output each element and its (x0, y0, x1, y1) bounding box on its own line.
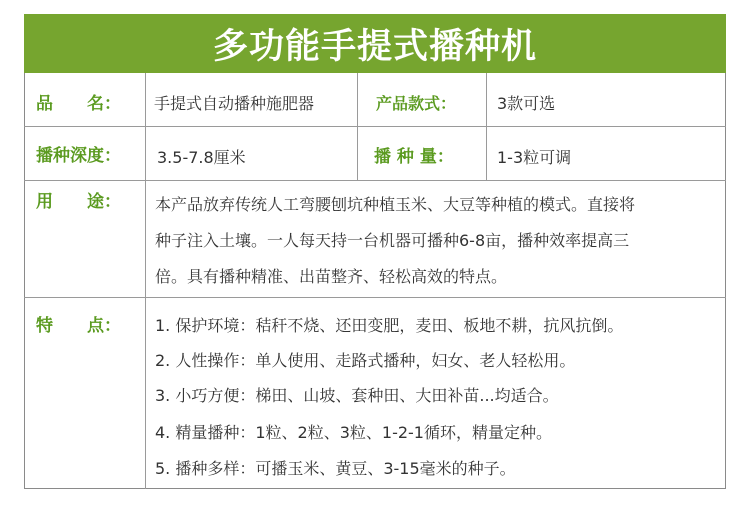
name-value: 手提式自动播种施肥器 (154, 94, 315, 113)
feature-item: 2. 人性操作：单人使用、走路式播种，妇女、老人轻松用。 (155, 351, 576, 370)
depth-value: 3.5-7.8厘米 (157, 148, 246, 167)
amount-value: 1-3粒可调 (497, 148, 572, 167)
usage-line: 倍。具有播种精准、出苗整齐、轻松高效的特点。 (155, 267, 508, 286)
style-value: 3款可选 (497, 94, 556, 113)
feature-item: 4. 精量播种：1粒、2粒、3粒、1-2-1循环，精量定种。 (155, 423, 552, 442)
name-label: 品 名： (36, 94, 121, 114)
style-label: 产品款式： (376, 94, 457, 113)
row-divider (24, 297, 726, 298)
column-divider (145, 73, 146, 489)
column-divider (357, 73, 358, 180)
usage-line: 种子注入土壤。一人每天持一台机器可播种6-8亩，播种效率提高三 (155, 231, 630, 250)
page-title: 多功能手提式播种机 (24, 14, 726, 73)
feature-item: 3. 小巧方便：梯田、山坡、套种田、大田补苗...均适合。 (155, 386, 559, 405)
row-divider (24, 180, 726, 181)
feature-item: 5. 播种多样：可播玉米、黄豆、3-15毫米的种子。 (155, 459, 516, 478)
column-divider (486, 73, 487, 180)
usage-label: 用 途： (36, 192, 121, 212)
row-divider (24, 126, 726, 127)
usage-line: 本产品放弃传统人工弯腰刨坑种植玉米、大豆等种植的模式。直接将 (155, 195, 636, 214)
depth-label: 播种深度： (36, 146, 121, 166)
feature-item: 1. 保护环境：秸秆不烧、还田变肥，麦田、板地不耕，抗风抗倒。 (155, 316, 624, 335)
features-label: 特 点： (36, 316, 121, 336)
amount-label: 播 种 量： (374, 147, 454, 167)
